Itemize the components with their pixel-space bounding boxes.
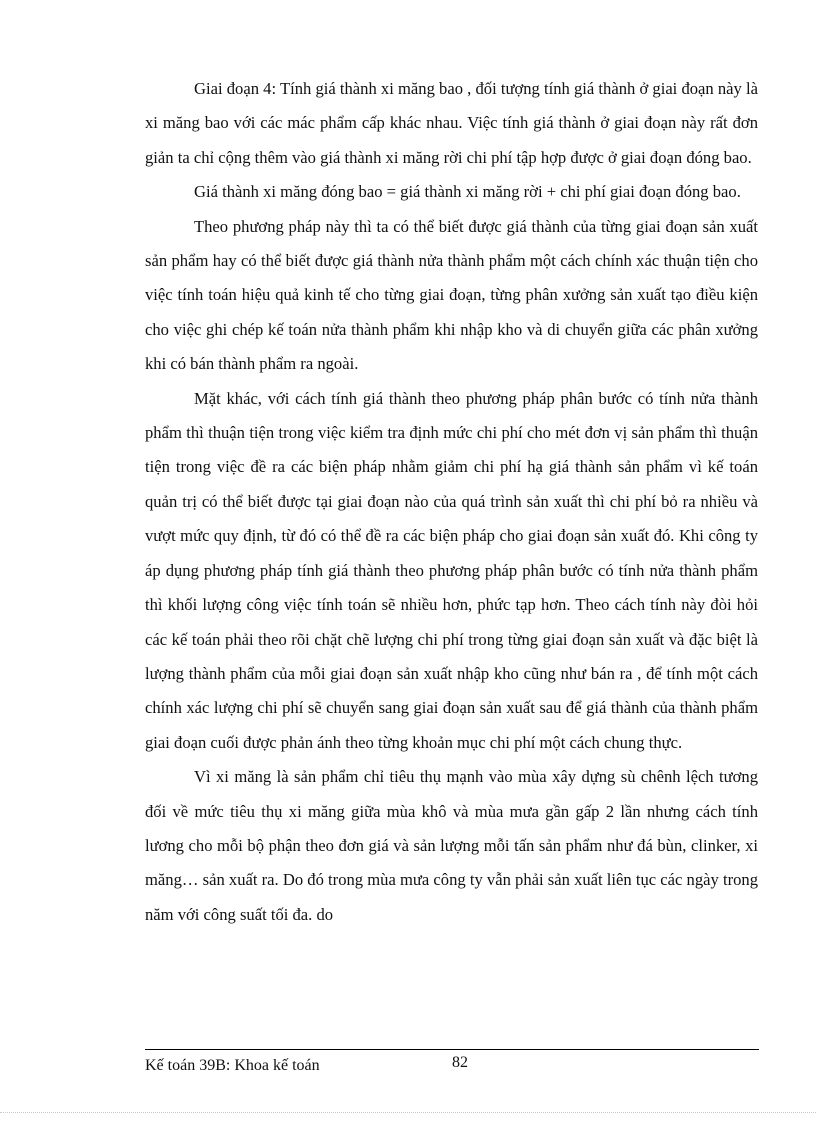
page-number: 82 xyxy=(452,1054,468,1071)
paragraph-formula: Giá thành xi măng đóng bao = giá thành xi măng rời + chi phí giai đoạn đóng bao. xyxy=(194,182,741,202)
body-text xyxy=(145,72,758,932)
paragraph-stage-4: Giai đoạn 4: Tính giá thành xi măng bao , đối tượng tính giá thành ở giai đoạn này là xi măng bao với các mác phẩm cấp khác nhau. Việc tính giá thành ở giai đoạn này rất đơn giản ta chỉ cộng thêm vào giá thành xi măng rời chi phí tập hợp được ở giai đoạn đóng bao. xyxy=(145,79,758,167)
footer-department: Kế toán 39B: Khoa kế toán xyxy=(145,1057,320,1074)
footer-divider xyxy=(145,1049,759,1050)
page-bottom-edge xyxy=(0,1112,816,1113)
paragraph-seasonal: Vì xi măng là sản phẩm chỉ tiêu thụ mạnh vào mùa xây dựng sù chênh lệch tương đối về mức tiêu thụ xi măng giữa mùa khô và mùa mưa gần gấp 2 lần nhưng cách tính lương cho mỗi bộ phận theo đơn giá và sản lượng mỗi tấn sản phẩm như đá bùn, clinker, xi măng… sản xuất ra. Do đó trong mùa mưa công ty vẫn phải sản xuất liên tục các ngày trong năm với công suất tối đa. do xyxy=(145,767,758,924)
paragraph-advantages: Mặt khác, với cách tính giá thành theo phương pháp phân bước có tính nửa thành phẩm thì thuận tiện trong việc kiểm tra định mức chi phí cho mét đơn vị sản phẩm thì thuận tiện trong việc đề ra các biện pháp nhằm giảm chi phí hạ giá thành sản phẩm vì kế toán quản trị có thể biết được tại giai đoạn nào của quá trình sản xuất thì chi phí bỏ ra nhiều và vượt mức quy định, từ đó có thể đề ra các biện pháp cho giai đoạn sản xuất đó. Khi công ty áp dụng phương pháp tính giá thành theo phương pháp phân bước có tính nửa thành phẩm thì khối lượng công việc tính toán sẽ nhiều hơn, phức tạp hơn. Theo cách tính này đòi hỏi các kế toán phải theo rõi chặt chẽ lượng chi phí trong từng giai đoạn sản xuất và đặc biệt là lượng thành phẩm của mỗi giai đoạn sản xuất nhập kho cũng như bán ra , để tính một cách chính xác lượng chi phí sẽ chuyển sang giai đoạn sản xuất sau để giá thành của thành phẩm giai đoạn cuối được phản ánh theo từng khoản mục chi phí một cách chung thực. xyxy=(145,388,758,752)
paragraph-method: Theo phương pháp này thì ta có thể biết được giá thành của từng giai đoạn sản xuất sản phẩm hay có thể biết được giá thành nửa thành phẩm một cách chính xác thuận tiện cho việc tính toán hiệu quả kinh tế cho từng giai đoạn, từng phân xưởng sản xuất tạo điều kiện cho việc ghi chép kế toán nửa thành phẩm khi nhập kho và di chuyển giữa các phân xưởng khi có bán thành phẩm ra ngoài. xyxy=(145,216,758,374)
